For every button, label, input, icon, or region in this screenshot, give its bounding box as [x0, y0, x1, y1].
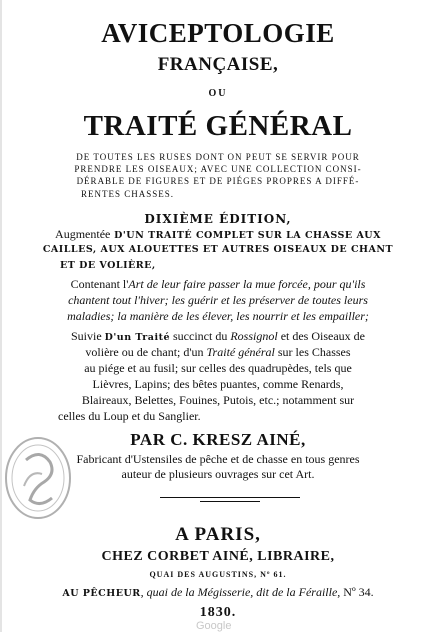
suivie-line: Blaireaux, Belettes, Fouines, Putois, etc.; notamment sur — [81, 393, 355, 407]
suivie-line: celles du Loup et du Sanglier. — [58, 409, 201, 423]
pecheur-address: , quai de la Mégisserie, dit de la Féraille, — [140, 585, 344, 599]
contenant-line: maladies; la manière de les élever, les nourrir et les empailler; — [67, 309, 369, 323]
suivie-text: sur les Chasses — [274, 345, 351, 359]
title-ou: OU — [208, 88, 228, 99]
suivie-line — [0, 329, 436, 344]
contenant-lead: Contenant l' — [70, 277, 129, 291]
augmentee-line — [0, 227, 436, 242]
suivie-text: volière ou de chant; d'un — [85, 345, 207, 359]
suivie-text: succinct du — [170, 329, 231, 343]
subtitle-line: DE TOUTES LES RUSES DONT ON PEUT SE SERVIR POUR — [76, 152, 360, 162]
augmentee-lead: Augmentée — [55, 227, 111, 241]
contenant-line — [0, 277, 436, 292]
imprint-pecheur — [0, 585, 436, 600]
suivie-line: Lièvres, Lapins; des bêtes puantes, comme Renards, — [92, 377, 344, 391]
author-description: Fabricant d'Ustensiles de pêche et de chasse en tous genres — [76, 452, 360, 466]
contenant-italic: Art de leur faire passer la mue forcée, pour qu'ils — [128, 277, 366, 291]
augmentee-line: CAILLES, AUX ALOUETTES ET AUTRES OISEAUX DE CHANT — [42, 244, 394, 255]
title-aviceptologie: AVICEPTOLOGIE — [101, 18, 335, 48]
imprint-city: A PARIS, — [175, 524, 261, 545]
author-name: PAR C. KRESZ AINÉ, — [130, 430, 306, 449]
suivie-lead: Suivie — [70, 329, 105, 343]
edition-statement: DIXIÈME ÉDITION, — [144, 212, 292, 226]
contenant-line: chantent tout l'hiver; les guérir et les préserver de toutes leurs — [68, 293, 368, 307]
imprint-publisher: CHEZ CORBET AINÉ, LIBRAIRE, — [101, 549, 335, 564]
imprint-year: 1830. — [199, 605, 237, 620]
subtitle-line: PRENDRE LES OISEAUX; AVEC UNE COLLECTION CONSI- — [74, 164, 362, 174]
author-description: auteur de plusieurs ouvrages sur cet Art. — [121, 467, 315, 481]
divider-rule — [200, 501, 260, 502]
suivie-text: et des Oiseaux de — [277, 329, 365, 343]
imprint-address: QUAI DES AUGUSTINS, Nº 61. — [149, 570, 287, 579]
subtitle-line: DÉRABLE DE FIGURES ET DE PIÉGES PROPRES A DIFFÉ- — [76, 176, 360, 186]
suivie-traite: D'un Traité — [104, 332, 171, 343]
divider-rule — [160, 497, 300, 498]
augmentee-line: ET DE VOLIÈRE, — [60, 260, 156, 271]
pecheur-sign: AU PÊCHEUR — [62, 588, 141, 599]
pecheur-number: Nº 34. — [343, 585, 374, 599]
watermark-text: Google — [196, 620, 232, 632]
suivie-rossignol: Rossignol — [230, 329, 278, 343]
suivie-line: au piége et au fusil; sur celles des quadrupèdes, tels que — [84, 361, 352, 375]
title-francaise: FRANÇAISE, — [157, 54, 279, 75]
title-traite-general: TRAITÉ GÉNÉRAL — [83, 110, 353, 142]
suivie-line — [0, 345, 436, 360]
augmentee-text: D'UN TRAITÉ COMPLET SUR LA CHASSE AUX — [110, 230, 381, 241]
library-stamp-image — [0, 430, 80, 526]
suivie-traite-general: Traité général — [206, 345, 275, 359]
subtitle-line: RENTES CHASSES. — [81, 189, 175, 199]
